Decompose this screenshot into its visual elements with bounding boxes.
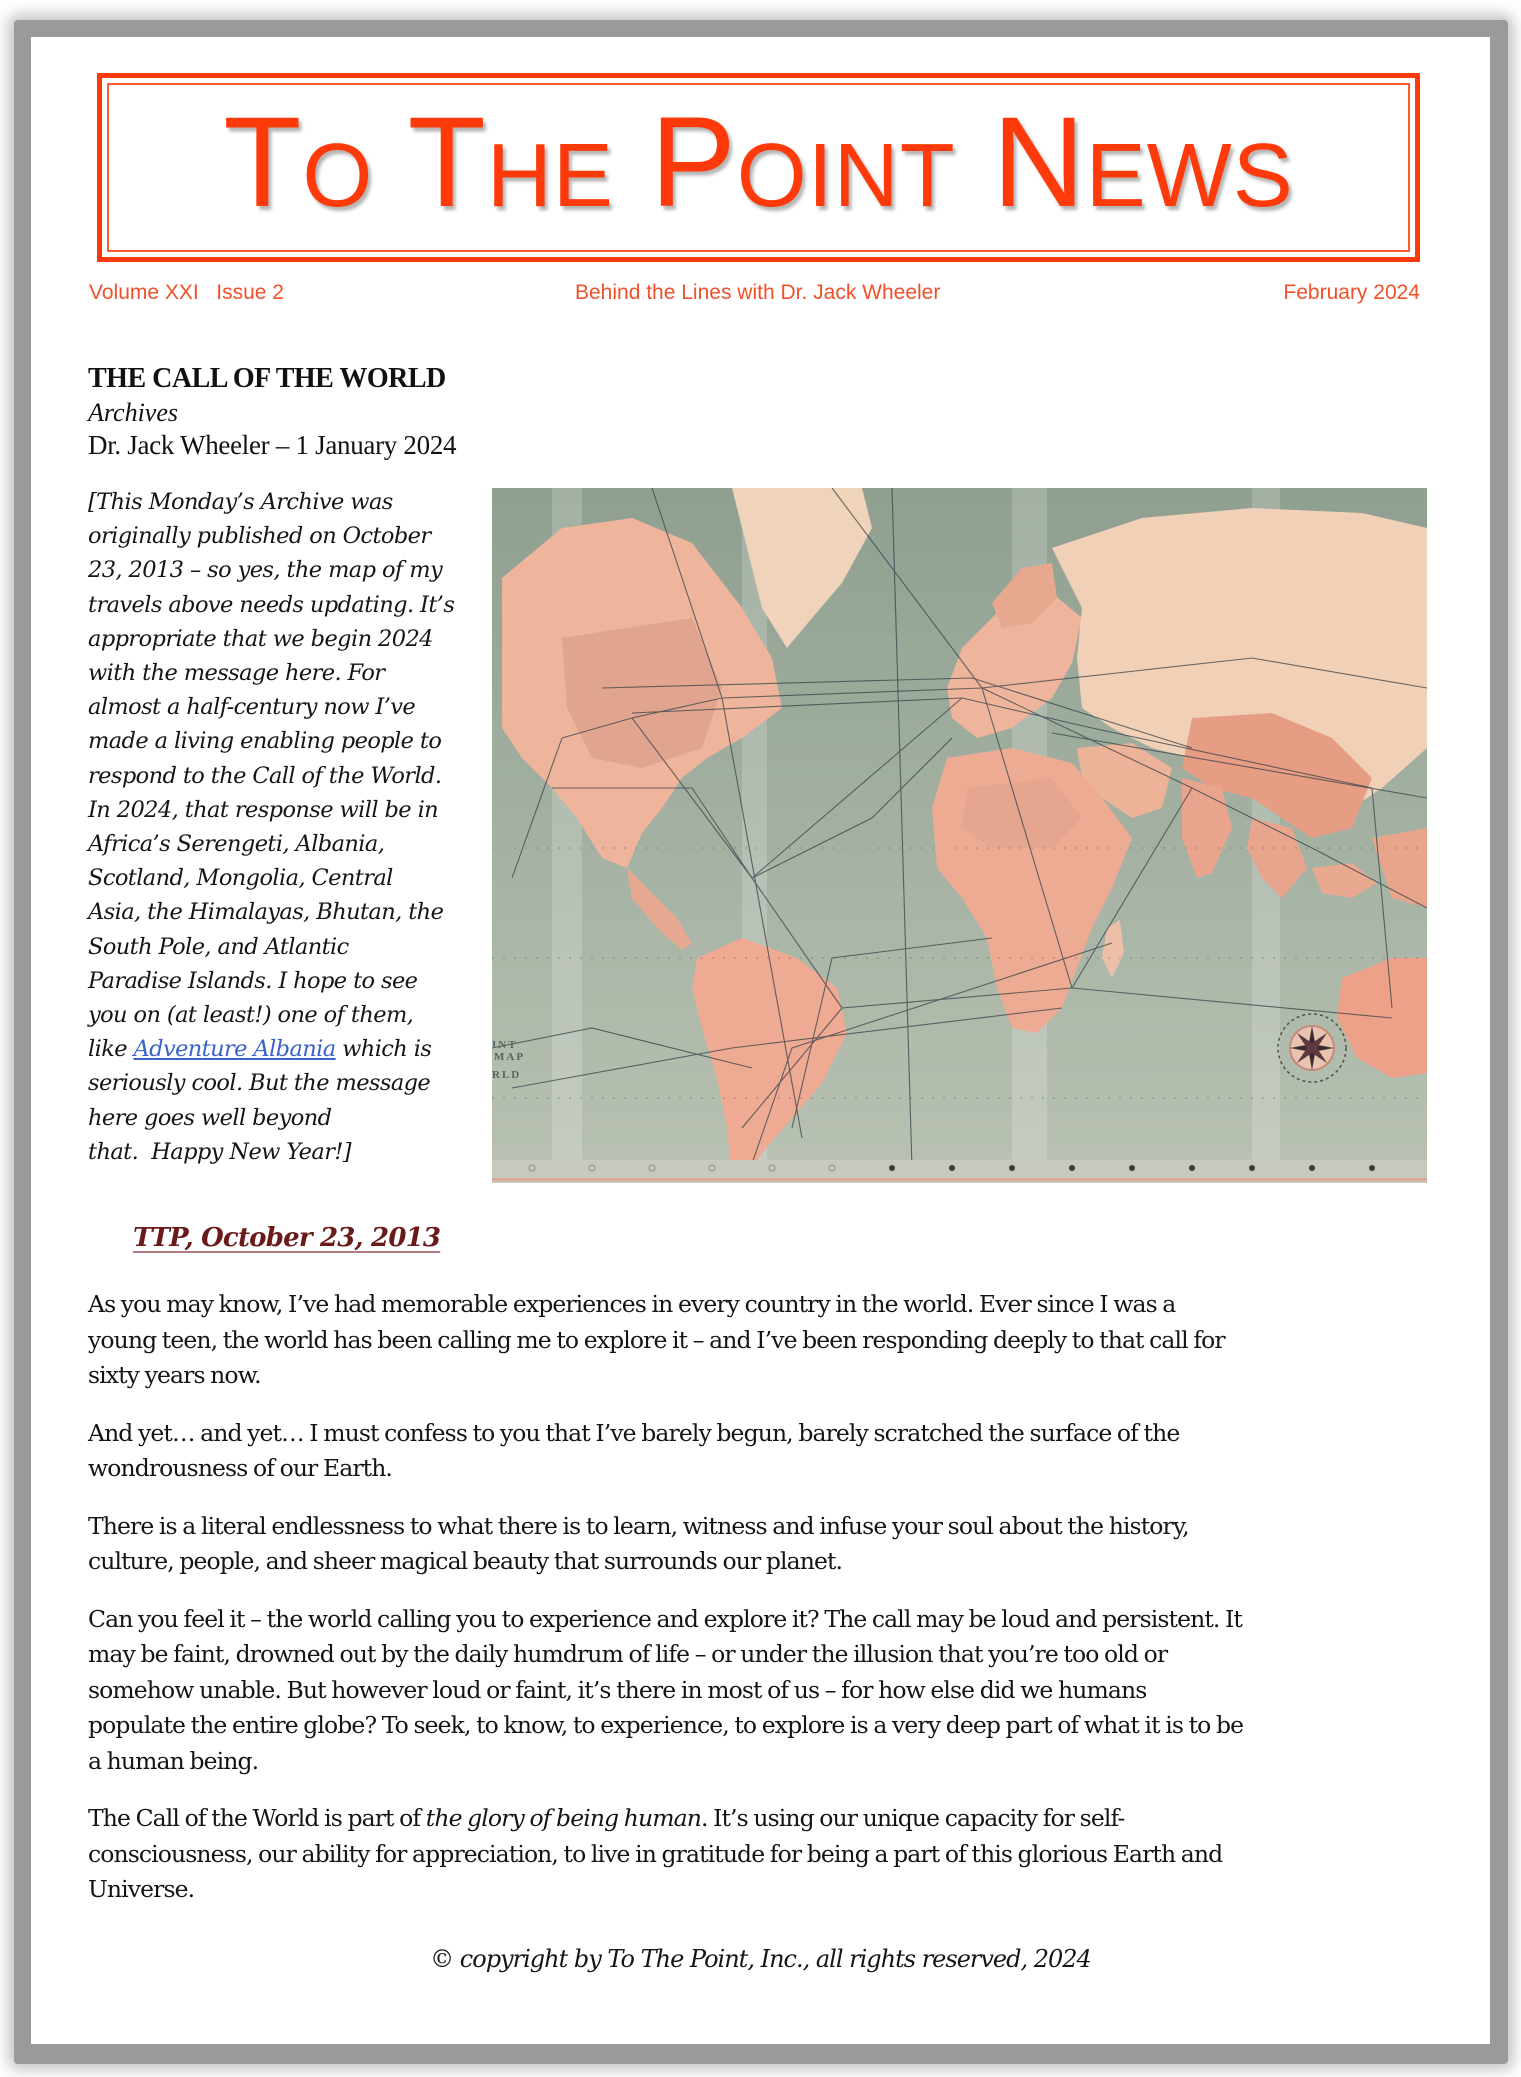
intro-line: that. Happy New Year!] (88, 1138, 351, 1165)
intro-line: originally published on October (88, 523, 431, 550)
article-byline: Dr. Jack Wheeler – 1 January 2024 (88, 430, 457, 460)
intro-line: [This Monday’s Archive was (88, 489, 393, 515)
copyright-notice: © copyright by To The Point, Inc., all rights reserved, 2024 (430, 1945, 1091, 1973)
column-name: Behind the Lines with Dr. Jack Wheeler (575, 281, 941, 304)
intro-link-line (88, 1032, 493, 1066)
svg-text:MAP: MAP (494, 1051, 526, 1063)
issue-date: February 2024 (1283, 281, 1420, 304)
intro-line: Africa’s Serengeti, Albania, (88, 831, 385, 858)
body-line: And yet… and yet… I must confess to you that I’ve barely begun, barely scratched the surface of the (88, 1418, 1180, 1447)
intro-line: Paradise Islands. I hope to see (88, 967, 418, 994)
intro-line: respond to the Call of the World. (88, 762, 442, 789)
intro-line: you on (at least!) one of them, (88, 1002, 414, 1029)
svg-text:RLD: RLD (492, 1069, 522, 1081)
body-line: As you may know, I’ve had memorable experiences in every country in the world. Ever since I was a (88, 1290, 1176, 1318)
article-title: THE CALL OF THE WORLD (88, 363, 446, 394)
article-kicker: Archives (88, 398, 178, 427)
intro-line: here goes well beyond (88, 1104, 332, 1131)
article-body (88, 1287, 1458, 1930)
newsletter-page (31, 37, 1490, 2044)
masthead-box (97, 73, 1420, 262)
body-line: young teen, the world has been calling me to explore it – and I’ve been responding deeply to that call for (88, 1325, 1225, 1354)
link-prefix: like (88, 1036, 134, 1063)
paragraph-1 (88, 1287, 1458, 1394)
intro-line: seriously cool. But the message (88, 1070, 431, 1097)
volume-issue: Volume XXI Issue 2 (89, 281, 284, 304)
text-span: . It’s using our unique capacity for self- (700, 1804, 1125, 1832)
intro-note (88, 485, 493, 1169)
paragraph-4 (88, 1602, 1458, 1780)
body-line: Universe. (88, 1875, 195, 1903)
body-line: may be faint, drowned out by the daily humdrum of life – or under the illusion that you’re too old or (88, 1640, 1168, 1668)
masthead-subheader (89, 281, 1420, 309)
body-line: a human being. (88, 1746, 259, 1775)
intro-line: Scotland, Mongolia, Central (88, 865, 393, 892)
paragraph-2 (88, 1416, 1458, 1487)
adventure-albania-link[interactable]: Adventure Albania (133, 1036, 336, 1063)
intro-line: made a living enabling people to (88, 728, 442, 755)
svg-text:INT: INT (492, 1039, 518, 1051)
intro-line: almost a half-century now I’ve (88, 694, 416, 721)
intro-line: with the message here. For (88, 660, 385, 687)
body-line: Can you feel it – the world calling you to experience and explore it? The call may be loud and persistent. It (88, 1604, 1242, 1633)
body-line: consciousness, our ability for appreciation, to live in gratitude for being a part of this glorious Earth and (88, 1839, 1223, 1868)
world-map-image (492, 488, 1427, 1183)
body-line: There is a literal endlessness to what there is to learn, witness and infuse your soul about the history, (88, 1511, 1189, 1540)
body-line (88, 1801, 1458, 1837)
intro-line: 23, 2013 – so yes, the map of my (88, 557, 443, 584)
intro-line: appropriate that we begin 2024 (88, 625, 433, 652)
section-heading: TTP, October 23, 2013 (133, 1223, 441, 1253)
link-suffix: which is (335, 1036, 432, 1063)
body-line: populate the entire globe? To seek, to know, to experience, to explore is a very deep part of what it is to be (88, 1711, 1244, 1739)
intro-line: In 2024, that response will be in (88, 796, 439, 823)
emphasis-text: the glory of being human (425, 1804, 701, 1832)
body-line: somehow unable. But however loud or faint, it’s there in most of us – for how else did we humans (88, 1675, 1147, 1704)
intro-line: travels above needs updating. It’s (88, 591, 455, 618)
body-line: sixty years now. (88, 1361, 261, 1389)
body-line: culture, people, and sheer magical beauty that surrounds our planet. (88, 1547, 843, 1575)
body-line: wondrousness of our Earth. (88, 1454, 393, 1482)
intro-line: Asia, the Himalayas, Bhutan, the (88, 899, 444, 926)
paragraph-3 (88, 1509, 1458, 1580)
masthead-title: To The Point News (223, 91, 1294, 234)
intro-line: South Pole, and Atlantic (88, 933, 349, 960)
paragraph-5 (88, 1801, 1458, 1908)
text-span: The Call of the World is part of (88, 1804, 426, 1832)
